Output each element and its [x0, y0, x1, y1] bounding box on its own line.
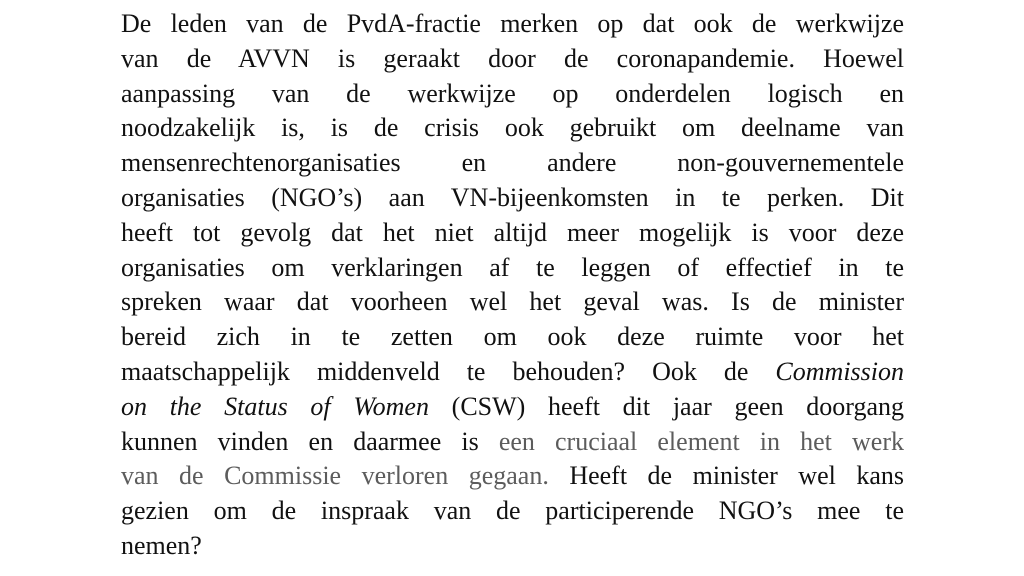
text-line [121, 42, 904, 77]
text-segment: noodzakelijk is, is de crisis ook gebruikt om deelname van [121, 113, 904, 143]
text-line [121, 216, 904, 251]
text-segment: organisaties om verklaringen af te leggen of effectief in te [121, 252, 904, 282]
text-segment: spreken waar dat voorheen wel het geval was. Is de minister [121, 287, 904, 317]
text-line [121, 77, 904, 112]
text-segment: van de AVVN is geraakt door de coronapandemie. Hoewel [121, 43, 904, 73]
text-line [121, 355, 904, 390]
text-line [121, 7, 904, 42]
text-line [121, 425, 904, 460]
text-segment: bereid zich in te zetten om ook deze ruimte voor het [121, 322, 904, 352]
text-segment: (CSW) heeft dit jaar geen doorgang [428, 391, 905, 421]
document-page [121, 7, 904, 564]
text-segment: gezien om de inspraak van de participerende NGO’s mee te [121, 496, 904, 526]
text-segment: De leden van de PvdA-fractie merken op dat ook de werkwijze [121, 9, 904, 38]
text-line [121, 285, 904, 320]
text-line [121, 251, 904, 286]
text-line [121, 181, 904, 216]
text-line [121, 111, 904, 146]
text-segment: organisaties (NGO’s) aan VN-bijeenkomsten in te perken. Dit [121, 182, 904, 212]
text-segment: maatschappelijk middenveld te behouden? Ook de [121, 356, 776, 386]
text-segment: van de Commissie verloren gegaan. [121, 461, 549, 491]
text-segment: mensenrechtenorganisaties en andere non-gouvernementele [121, 148, 904, 178]
text-segment: Heeft de minister wel kans [548, 461, 904, 491]
text-line [121, 320, 904, 355]
text-line [121, 146, 904, 181]
text-line [121, 494, 904, 529]
text-segment: aanpassing van de werkwijze op onderdelen logisch en [121, 78, 904, 108]
text-line [121, 390, 904, 425]
text-segment: nemen? [121, 530, 202, 560]
text-segment: heeft tot gevolg dat het niet altijd meer mogelijk is voor deze [121, 217, 904, 247]
text-line [121, 459, 904, 494]
text-segment: kunnen vinden en daarmee is [121, 426, 499, 456]
text-line [121, 529, 904, 564]
italic-text-segment: on the Status of Women [121, 391, 429, 421]
italic-text-segment: Commission [775, 356, 904, 386]
text-segment: een cruciaal element in het werk [498, 426, 904, 456]
body-paragraph [121, 7, 904, 564]
